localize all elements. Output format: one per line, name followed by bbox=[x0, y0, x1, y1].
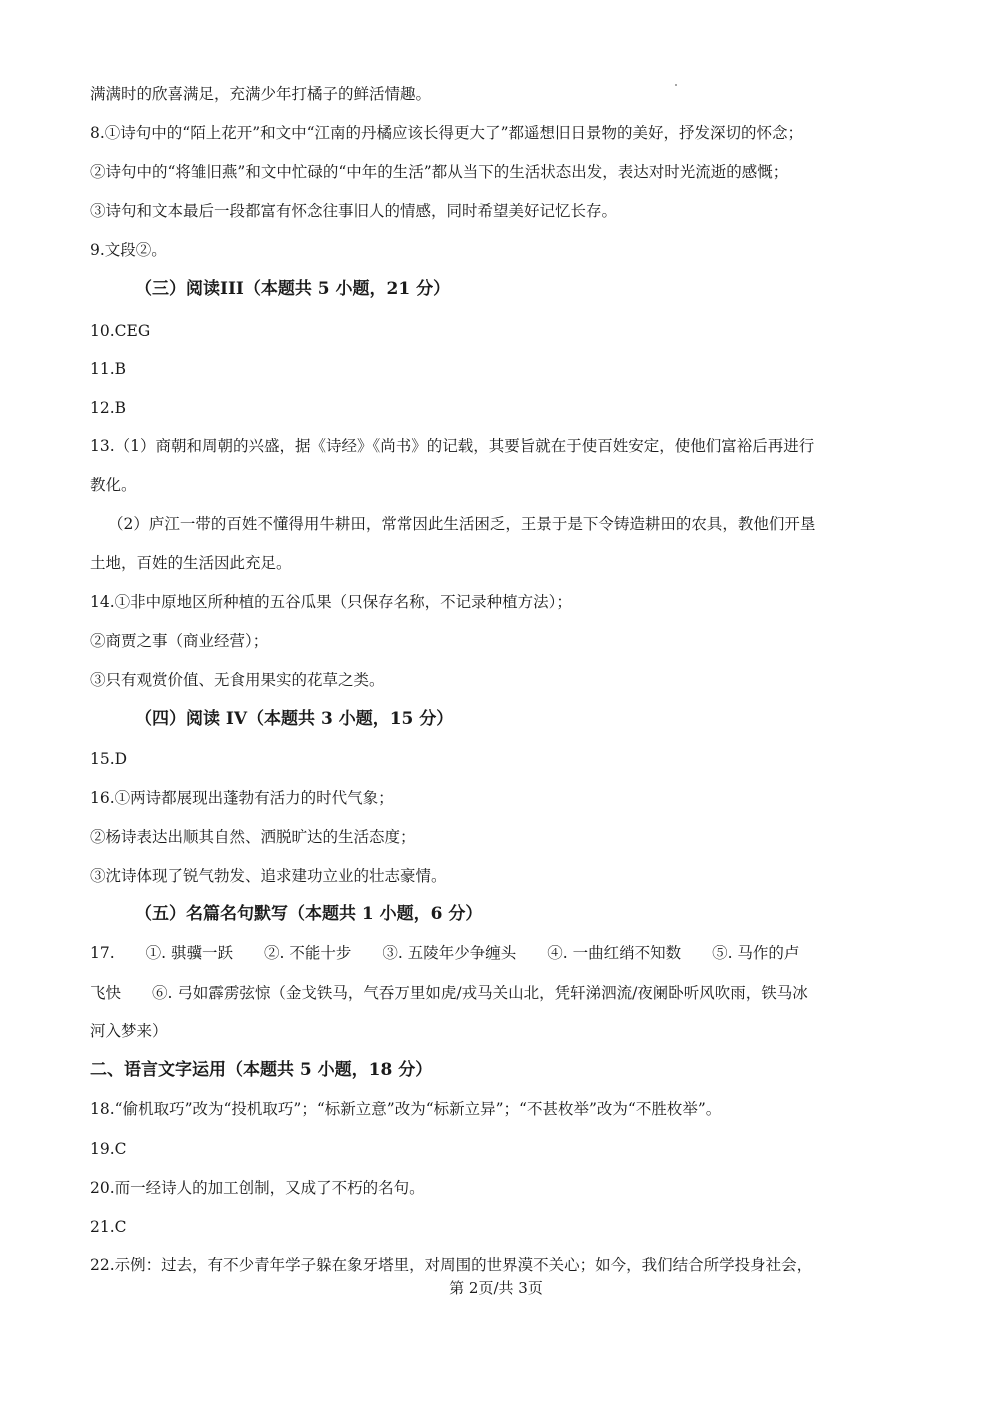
answer-13-line-1: 13.（1）商朝和周朝的兴盛，据《诗经》《尚书》的记载，其要旨就在于使百姓安定，使他们富裕后再进行 bbox=[90, 437, 815, 455]
answer-8-line-1: 8.①诗句中的“陌上花开”和文中“江南的丹橘应该长得更大了”都遥想旧日景物的美好，抒发深切的怀念； bbox=[90, 124, 803, 142]
answer-19: 19.C bbox=[90, 1140, 127, 1158]
answer-12: 12.B bbox=[90, 399, 127, 417]
section-heading-language-use: 二、语言文字运用（本题共 5 小题，18 分） bbox=[90, 1060, 433, 1080]
answer-8-line-3: ③诗句和文本最后一段都富有怀念往事旧人的情感，同时希望美好记忆长存。 bbox=[90, 202, 618, 220]
answer-14-line-3: ③只有观赏价值、无食用果实的花草之类。 bbox=[90, 671, 385, 689]
answer-16-line-1: 16.①两诗都展现出蓬勃有活力的时代气象； bbox=[90, 789, 394, 807]
answer-14-line-2: ②商贾之事（商业经营）； bbox=[90, 632, 269, 650]
text-line: 满满时的欣喜满足，充满少年打橘子的鲜活情趣。 bbox=[90, 85, 432, 103]
answer-17-line-1: 17. ①. 骐骥一跃 ②. 不能十步 ③. 五陵年少争缠头 ④. 一曲红绡不知数 ⑤. 马作的卢 bbox=[90, 944, 800, 962]
answer-8-line-2: ②诗句中的“将雏旧燕”和文中忙碌的“中年的生活”都从当下的生活状态出发，表达对时光流逝的感慨； bbox=[90, 163, 789, 181]
answer-15: 15.D bbox=[90, 750, 128, 768]
answer-16-line-2: ②杨诗表达出顺其自然、洒脱旷达的生活态度； bbox=[90, 828, 416, 846]
page-number-footer: 第 2页/共 3页 bbox=[449, 1279, 543, 1297]
section-heading-famous-lines: （五）名篇名句默写（本题共 1 小题，6 分） bbox=[135, 904, 483, 924]
answer-10: 10.CEG bbox=[90, 322, 151, 340]
answer-20: 20.而一经诗人的加工创制，又成了不朽的名句。 bbox=[90, 1179, 425, 1197]
answer-13-line-2: 教化。 bbox=[90, 476, 137, 494]
answer-14-line-1: 14.①非中原地区所种植的五谷瓜果（只保存名称，不记录种植方法）； bbox=[90, 593, 572, 611]
answer-13-line-3: （2）庐江一带的百姓不懂得用牛耕田，常常因此生活困乏，王景于是下令铸造耕田的农具，教他们开垦 bbox=[108, 515, 816, 533]
answer-9: 9.文段②。 bbox=[90, 241, 167, 259]
answer-18: 18.“偷机取巧”改为“投机取巧”；“标新立意”改为“标新立异”；“不甚枚举”改为“不胜枚举”。 bbox=[90, 1100, 722, 1118]
answer-16-line-3: ③沈诗体现了锐气勃发、追求建功立业的壮志豪情。 bbox=[90, 867, 447, 885]
answer-21: 21.C bbox=[90, 1218, 127, 1236]
answer-22-line-1: 22.示例：过去，有不少青年学子躲在象牙塔里，对周围的世界漠不关心；如今，我们结合所学投身社会， bbox=[90, 1256, 813, 1274]
section-heading-reading-4: （四）阅读 IV（本题共 3 小题，15 分） bbox=[135, 709, 454, 729]
answer-11: 11.B bbox=[90, 360, 127, 378]
answer-17-line-2: 飞快 ⑥. 弓如霹雳弦惊（金戈铁马，气吞万里如虎/戎马关山北，凭轩涕泗流/夜阑卧听风吹雨，铁马冰 bbox=[90, 984, 808, 1002]
answer-13-line-4: 土地，百姓的生活因此充足。 bbox=[90, 554, 292, 572]
answer-17-line-3: 河入梦来） bbox=[90, 1022, 168, 1040]
section-heading-reading-3: （三）阅读III（本题共 5 小题，21 分） bbox=[135, 279, 451, 299]
